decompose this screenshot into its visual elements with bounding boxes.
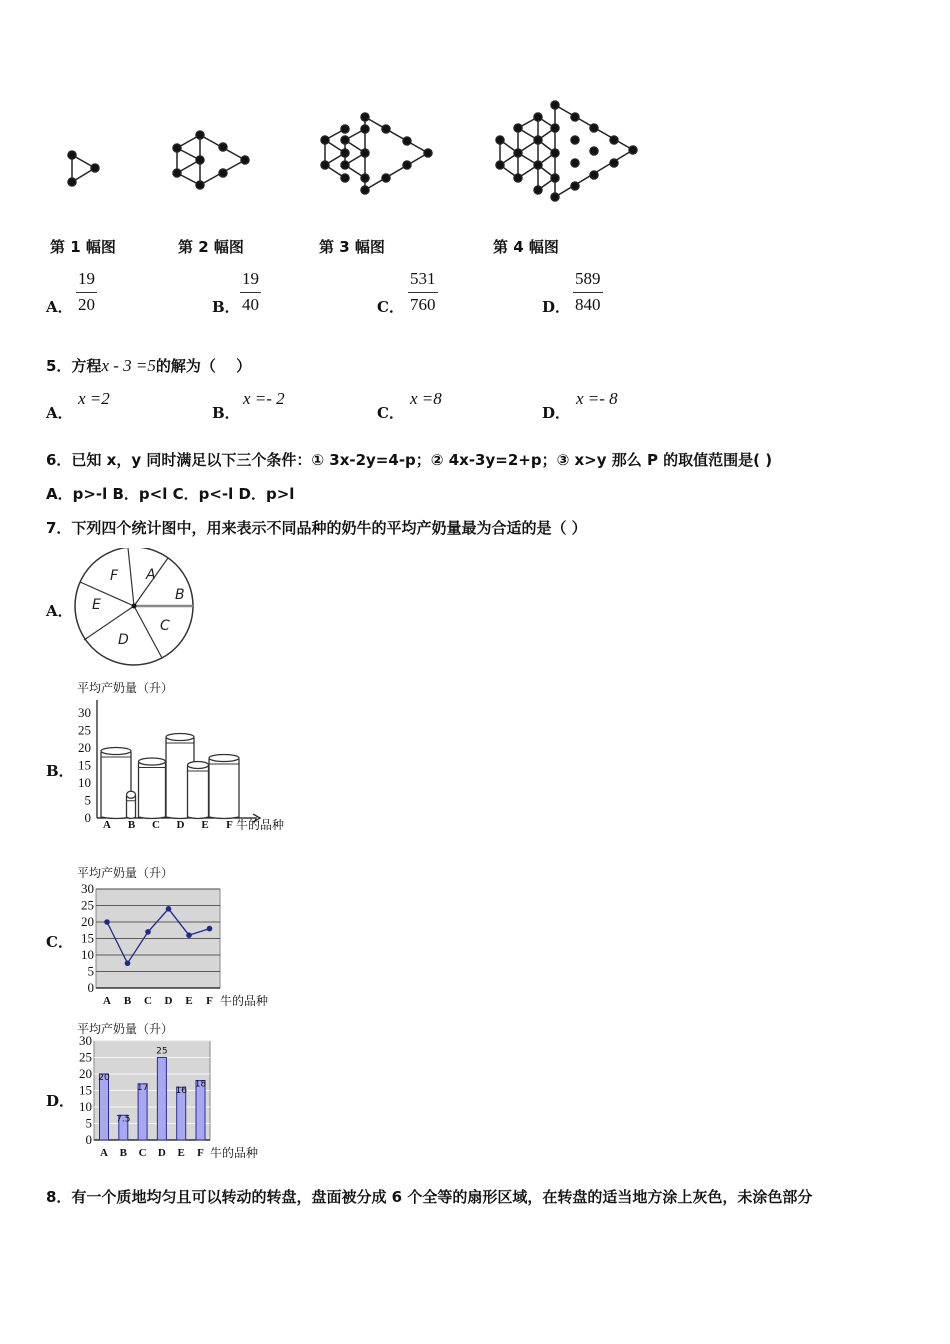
denominator: 840 <box>575 295 601 314</box>
x-category-label: C <box>152 819 160 831</box>
milk-jar-lid <box>101 748 131 755</box>
denominator: 760 <box>410 295 436 314</box>
y-tick-label: 0 <box>85 1132 92 1147</box>
x-category-label: F <box>206 995 213 1007</box>
data-point <box>207 926 213 932</box>
y-tick-label: 20 <box>78 740 91 755</box>
figure-4-caption: 第 4 幅图 <box>493 238 559 256</box>
y-tick-label: 5 <box>84 792 91 808</box>
q5-option-a-label: A． <box>46 404 73 422</box>
milk-jar-lid <box>209 755 239 762</box>
bar <box>100 1074 109 1140</box>
y-tick-label: 25 <box>78 722 91 738</box>
milk-jar-body <box>209 759 239 819</box>
y-tick-label: 25 <box>81 897 94 913</box>
x-category-label: E <box>185 995 193 1007</box>
q7-option-b-label: B． <box>46 762 74 780</box>
data-point <box>166 906 172 912</box>
numerator: 19 <box>76 269 97 293</box>
figure-2-caption: 第 2 幅图 <box>178 238 244 256</box>
y-axis-title: 平均产奶量（升） <box>77 866 174 880</box>
q5-suffix: 的解为（ ） <box>155 357 252 375</box>
milk-jar-lid <box>188 762 209 769</box>
q4-option-b-label: B． <box>212 298 240 316</box>
dot-pattern-figures <box>40 95 660 215</box>
denominator: 20 <box>78 295 95 314</box>
x-category-label: A <box>103 819 111 831</box>
bar-data-label: 25 <box>156 1046 168 1057</box>
q5-option-b-label: B． <box>212 404 240 422</box>
bar-data-label: 20 <box>98 1073 110 1083</box>
q4-option-c-label: C． <box>377 298 404 316</box>
q4-option-a-fraction <box>76 269 97 315</box>
data-point <box>145 929 151 935</box>
bar <box>157 1058 166 1141</box>
q5-option-c-label: C． <box>377 404 404 422</box>
bar-data-label: 18 <box>194 1079 207 1090</box>
y-tick-label: 10 <box>81 947 94 962</box>
x-axis-title: 牛的品种 <box>210 1146 259 1160</box>
q7-option-a-label: A． <box>46 602 73 620</box>
x-category-label: B <box>119 1147 127 1159</box>
pie-label-e: E <box>92 597 101 613</box>
x-axis-title: 牛的品种 <box>220 994 269 1008</box>
bar-data-label: 7.5 <box>116 1114 131 1125</box>
q5-prefix: 5．方程 <box>46 357 102 375</box>
q5-option-d-label: D． <box>542 404 571 422</box>
question-7: 7．下列四个统计图中，用来表示不同品种的奶牛的平均产奶量最为合适的是（ ） <box>46 519 587 537</box>
y-tick-label: 10 <box>78 775 91 790</box>
q4-option-d-fraction <box>573 269 603 315</box>
pie-chart <box>70 548 200 668</box>
q5-option-a-value: x =2 <box>78 389 110 408</box>
y-axis-title: 平均产奶量（升） <box>77 1022 174 1036</box>
q5-equation: x - 3 =5 <box>101 356 156 375</box>
x-category-label: D <box>176 819 185 831</box>
x-category-label: D <box>164 995 173 1007</box>
pie-label-f: F <box>110 568 119 584</box>
bar-data-label: 16 <box>175 1086 187 1097</box>
milk-jar-body <box>139 763 166 819</box>
y-tick-label: 15 <box>81 930 94 946</box>
data-point <box>186 932 192 938</box>
q5-option-b-value: x =- 2 <box>243 389 285 408</box>
pie-label-c: C <box>160 618 170 634</box>
question-5 <box>46 355 251 376</box>
milk-jar-lid <box>166 734 194 741</box>
x-category-label: D <box>157 1147 166 1159</box>
q7-option-c-label: C． <box>46 933 73 951</box>
y-tick-label: 15 <box>78 757 91 773</box>
y-tick-label: 0 <box>84 810 91 825</box>
pictograph-chart <box>72 678 302 836</box>
x-category-label: A <box>103 995 111 1007</box>
x-axis-title: 牛的品种 <box>236 818 285 832</box>
figure-3 <box>321 113 432 194</box>
y-tick-label: 0 <box>87 980 94 995</box>
q4-option-a-label: A． <box>46 298 73 316</box>
pie-label-b: B <box>175 587 185 603</box>
numerator: 19 <box>240 269 261 293</box>
figure-1-caption: 第 1 幅图 <box>50 238 116 256</box>
y-tick-label: 20 <box>81 914 94 929</box>
y-tick-label: 10 <box>79 1099 92 1114</box>
pie-label-d: D <box>118 632 129 648</box>
figure-2 <box>173 131 249 189</box>
x-category-label: C <box>138 1147 147 1159</box>
y-tick-label: 25 <box>79 1049 92 1065</box>
milk-jar-body <box>127 796 136 819</box>
milk-jar-lid <box>139 758 166 765</box>
x-category-label: A <box>100 1147 108 1159</box>
line-chart <box>72 862 287 1010</box>
y-tick-label: 15 <box>79 1082 92 1098</box>
q6-options: A．p>-l B．p<l C．p<-l D．p>l <box>46 485 295 503</box>
figure-1 <box>68 151 99 186</box>
y-tick-label: 20 <box>79 1066 92 1081</box>
y-tick-label: 30 <box>81 881 94 896</box>
q5-option-d-value: x =- 8 <box>576 389 618 408</box>
y-axis-title: 平均产奶量（升） <box>77 681 174 695</box>
question-6: 6．已知 x，y 同时满足以下三个条件：① 3x-2y=4-p；② 4x-3y=2+p；③ x>y 那么 P 的取值范围是( ) <box>46 451 773 469</box>
q7-option-d-label: D． <box>46 1092 75 1110</box>
figure-3-caption: 第 3 幅图 <box>319 238 385 256</box>
data-point <box>104 919 110 925</box>
numerator: 531 <box>408 269 438 293</box>
x-category-label: F <box>197 1147 204 1159</box>
milk-jar-body <box>188 766 209 819</box>
numerator: 589 <box>573 269 603 293</box>
y-tick-label: 5 <box>85 1115 92 1131</box>
x-category-label: B <box>123 995 132 1007</box>
bar-data-label: 17 <box>136 1082 149 1093</box>
q4-option-c-fraction <box>408 269 438 315</box>
question-8: 8．有一个质地均匀且可以转动的转盘，盘面被分成 6 个全等的扇形区域，在转盘的适当地方涂上灰色，未涂色部分 <box>46 1188 813 1206</box>
x-category-label: E <box>201 819 209 831</box>
x-category-label: C <box>144 995 152 1007</box>
x-category-label: F <box>226 819 233 831</box>
q4-option-b-fraction <box>240 269 261 315</box>
bar-chart <box>72 1018 277 1162</box>
pie-label-a: A <box>146 567 156 583</box>
data-point <box>125 960 131 966</box>
figure-4 <box>496 101 637 201</box>
y-tick-label: 30 <box>79 1033 92 1048</box>
q4-option-d-label: D． <box>542 298 571 316</box>
milk-jar-lid <box>127 791 136 798</box>
y-tick-label: 30 <box>78 705 91 720</box>
q5-option-c-value: x =8 <box>410 389 442 408</box>
x-category-label: E <box>177 1147 185 1159</box>
y-tick-label: 5 <box>87 963 94 979</box>
x-category-label: B <box>127 819 136 831</box>
pie-center <box>132 604 137 609</box>
denominator: 40 <box>242 295 259 314</box>
